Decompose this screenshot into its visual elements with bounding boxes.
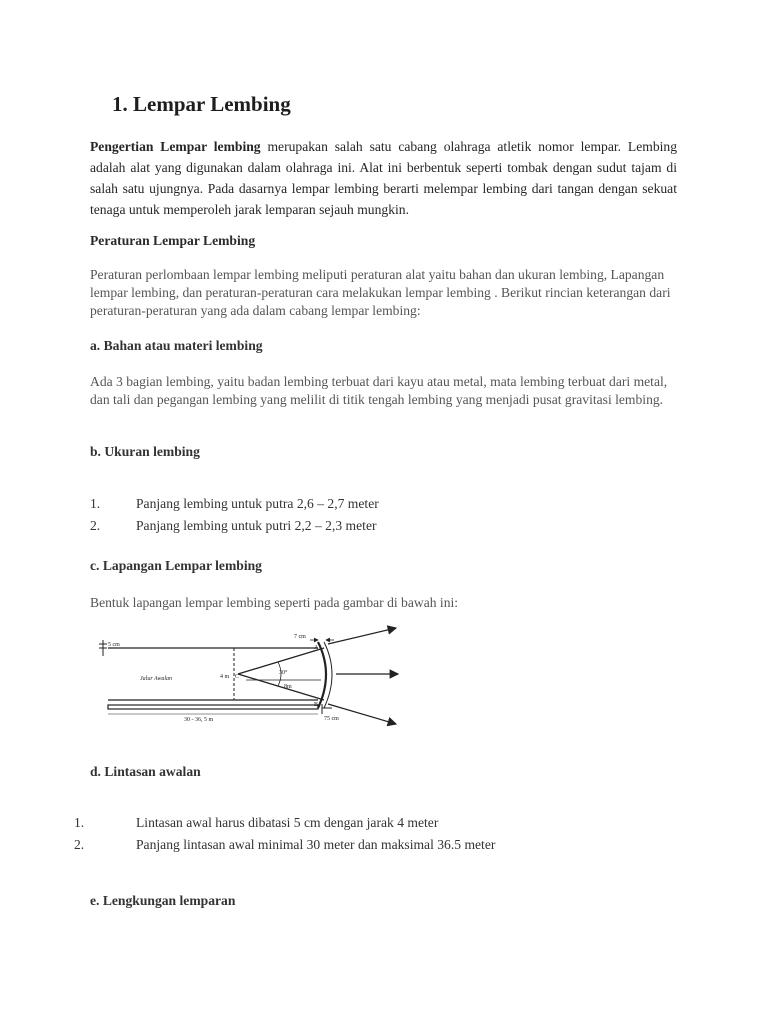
list-item-text: Panjang lembing untuk putri 2,2 – 2,3 meter <box>136 518 377 533</box>
list-item-text: Panjang lintasan awal minimal 30 meter dan maksimal 36.5 meter <box>136 837 496 852</box>
list-item-number: 2. <box>90 518 101 533</box>
list-item-text: Panjang lembing untuk putra 2,6 – 2,7 meter <box>136 496 379 511</box>
list-item <box>90 496 690 516</box>
label-8m: 8m <box>284 684 292 690</box>
list-item-number: 2. <box>74 837 85 852</box>
label-length: 30 - 36, 5 m <box>184 717 214 723</box>
label-5cm: 5 cm <box>108 642 120 648</box>
section-b-heading: b. Ukuran lembing <box>90 444 200 459</box>
label-A: A <box>314 645 319 651</box>
label-runway: Jalur Awalan <box>140 676 173 682</box>
rules-paragraph: Peraturan perlombaan lempar lembing meliputi peraturan alat yaitu bahan dan ukuran lembing, Lapangan lempar lembing, dan peraturan-peraturan cara melakukan lempar lembing . Berikut rincian keterangan dari peraturan-peraturan yang ada dalam cabang lempar lembing: <box>90 267 671 318</box>
label-C: C <box>235 674 240 680</box>
section-a-heading: a. Bahan atau materi lembing <box>90 338 263 353</box>
list-item-text: Lintasan awal harus dibatasi 5 cm dengan jarak 4 meter <box>136 815 439 830</box>
label-75cm: 75 cm <box>324 716 339 722</box>
rules-heading: Peraturan Lempar Lembing <box>90 233 256 248</box>
label-B: B <box>314 702 319 708</box>
throw-direction-arrows <box>328 628 398 724</box>
section-d-heading: d. Lintasan awalan <box>90 764 201 779</box>
marker-5cm <box>99 640 107 656</box>
intro-paragraph <box>90 136 677 220</box>
list-item <box>90 518 690 538</box>
label-7cm: 7 cm <box>294 634 306 640</box>
page-title: 1. Lempar Lembing <box>112 92 291 116</box>
label-4m: 4 m <box>220 674 230 680</box>
section-c-paragraph: Bentuk lapangan lempar lembing seperti pada gambar di bawah ini: <box>90 595 459 610</box>
list-item <box>74 815 694 835</box>
list-item-number: 1. <box>74 815 85 830</box>
marker-75cm <box>322 704 332 714</box>
list-item <box>74 837 694 857</box>
label-angle: 30° <box>279 670 288 676</box>
section-e-heading: e. Lengkungan lemparan <box>90 893 236 908</box>
intro-text: merupakan salah satu cabang olahraga atletik nomor lempar. Lembing adalah alat yang digunakan dalam olahraga ini. Alat ini berbentuk seperti tombak dengan sudut tajam di salah satu ujungnya. Pada dasarnya lempar lembing berarti melempar lembing dari tangan dengan sekuat tenaga untuk memperoleh jarak lemparan sejauh mungkin. <box>90 139 677 217</box>
section-c-heading: c. Lapangan Lempar lembing <box>90 558 262 573</box>
javelin-field-diagram <box>96 624 406 730</box>
intro-bold-term: Pengertian Lempar lembing <box>90 139 261 154</box>
section-a-paragraph: Ada 3 bagian lembing, yaitu badan lembing terbuat dari kayu atau metal, mata lembing terbuat dari metal, dan tali dan pegangan lembing yang melilit di titik tengah lembing yang menjadi pusat gravitasi lembing. <box>90 374 668 407</box>
list-item-number: 1. <box>90 496 101 511</box>
